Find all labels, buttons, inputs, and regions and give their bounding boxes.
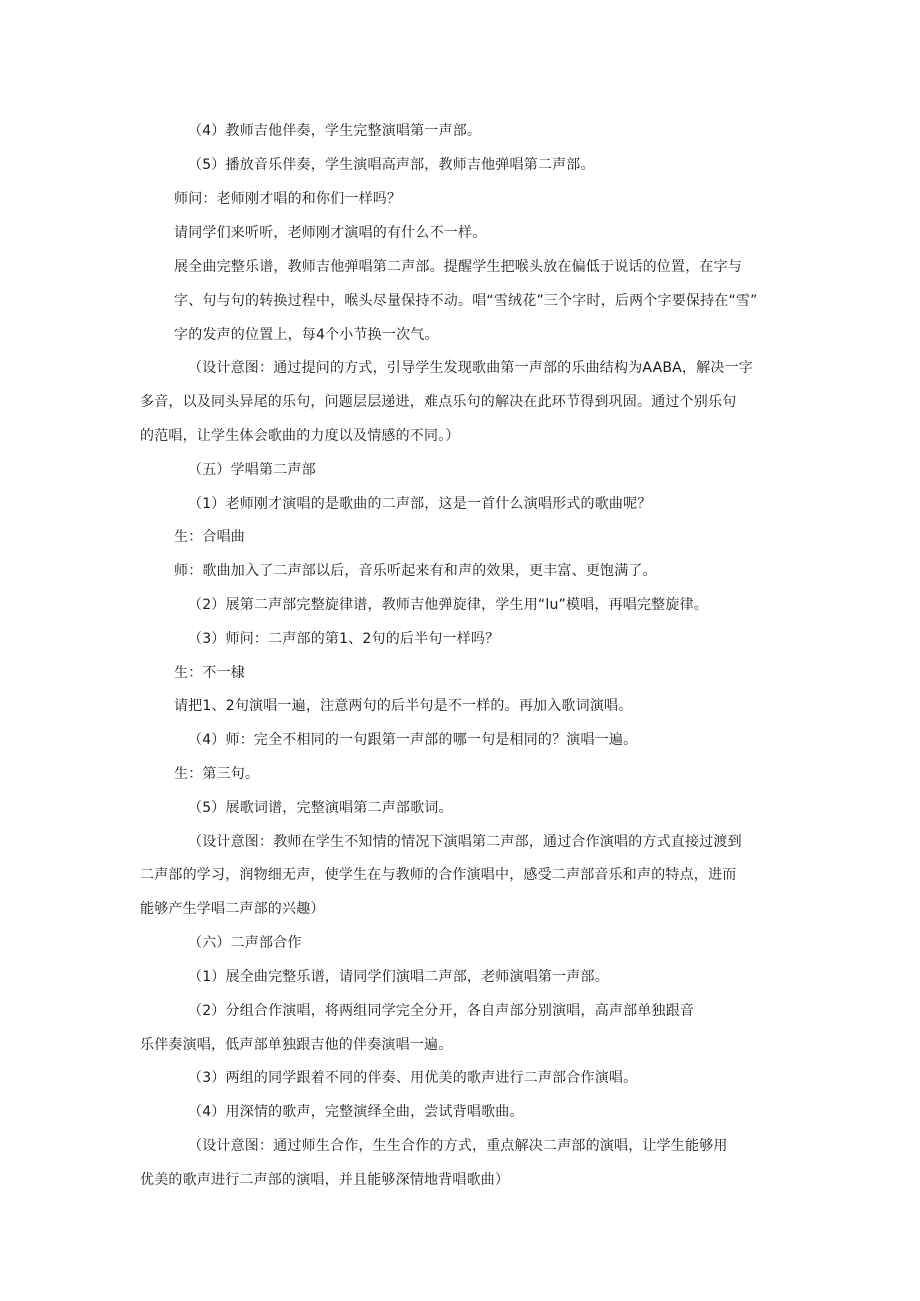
paragraph-line: 能够产生学唱二声部的兴趣） [140, 901, 325, 917]
paragraph-line: （1）老师刚才演唱的是歌曲的二声部，这是一首什么演唱形式的歌曲呢？ [188, 496, 652, 512]
paragraph-line: （5）播放音乐伴奏，学生演唱高声部，教师吉他弹唱第二声部。 [188, 157, 595, 173]
paragraph-line: 师：歌曲加入了二声部以后，音乐听起来有和声的效果，更丰富、更饱满了。 [174, 563, 657, 579]
section-heading: （五）学唱第二声部 [188, 462, 316, 478]
paragraph-line: 生：合唱曲 [174, 529, 245, 545]
paragraph-line: 乐伴奏演唱，低声部单独跟吉他的伴奏演唱一遍。 [140, 1037, 453, 1053]
paragraph-line: （3）两组的同学跟着不同的伴奏、用优美的歌声进行二声部合作演唱。 [188, 1070, 638, 1086]
paragraph-line: （5）展歌词谱，完整演唱第二声部歌词。 [188, 800, 453, 816]
paragraph-line: 字的发声的位置上，每4个小节换一次气。 [174, 327, 439, 343]
paragraph-line: （4）用深情的歌声，完整演绎全曲，尝试背唱歌曲。 [188, 1104, 524, 1120]
paragraph-line: 二声部的学习，润物细无声，使学生在与教师的合作演唱中，感受二声部音乐和声的特点，进而 [140, 867, 737, 883]
paragraph-line: 优美的歌声进行二声部的演唱，并且能够深情地背唱歌曲） [140, 1172, 510, 1188]
paragraph-line: 师问：老师刚才唱的和你们一样吗？ [174, 191, 402, 207]
paragraph-line: （4）师：完全不相同的一句跟第一声部的哪一句是相同的？演唱一遍。 [188, 732, 638, 748]
paragraph-line: （设计意图：通过师生合作，生生合作的方式，重点解决二声部的演唱，让学生能够用 [188, 1138, 728, 1154]
paragraph-line: 请同学们来听听，老师刚才演唱的有什么不一样。 [174, 225, 487, 241]
paragraph-line: 字、句与句的转换过程中，喉头尽量保持不动。唱“雪绒花”三个字时，后两个字要保持在“雪” [174, 293, 758, 309]
paragraph-line: （3）师问：二声部的第1、2句的后半句一样吗？ [188, 631, 500, 647]
paragraph-line: 生：第三句。 [174, 766, 260, 782]
section-heading: （六）二声部合作 [188, 935, 302, 951]
paragraph-line: （4）教师吉他伴奏，学生完整演唱第一声部。 [188, 123, 482, 139]
paragraph-line: 生：不一棣 [174, 665, 245, 681]
paragraph-line: （2）展第二声部完整旋律谱，教师吉他弹旋律，学生用“lu”模唱，再唱完整旋律。 [188, 597, 708, 613]
paragraph-line: 展全曲完整乐谱，教师吉他弹唱第二声部。提醒学生把喉头放在偏低于说话的位置，在字与 [174, 259, 742, 275]
paragraph-line: 的范唱，让学生体会歌曲的力度以及情感的不同。） [140, 428, 460, 444]
paragraph-line: （1）展全曲完整乐谱，请同学们演唱二声部，老师演唱第一声部。 [188, 969, 609, 985]
paragraph-line: （2）分组合作演唱，将两组同学完全分开，各自声部分别演唱，高声部单独跟音 [188, 1003, 695, 1019]
paragraph-line: （设计意图：教师在学生不知情的情况下演唱第二声部，通过合作演唱的方式直接过渡到 [188, 834, 742, 850]
paragraph-line: 多音，以及同头异尾的乐句，问题层层递进，难点乐句的解决在此环节得到巩固。通过个别乐句 [140, 394, 737, 410]
paragraph-line: （设计意图：通过提问的方式，引导学生发现歌曲第一声部的乐曲结构为AABA，解决一字 [188, 360, 753, 376]
paragraph-line: 请把1、2句演唱一遍，注意两句的后半句是不一样的。再加入歌词演唱。 [174, 698, 633, 714]
